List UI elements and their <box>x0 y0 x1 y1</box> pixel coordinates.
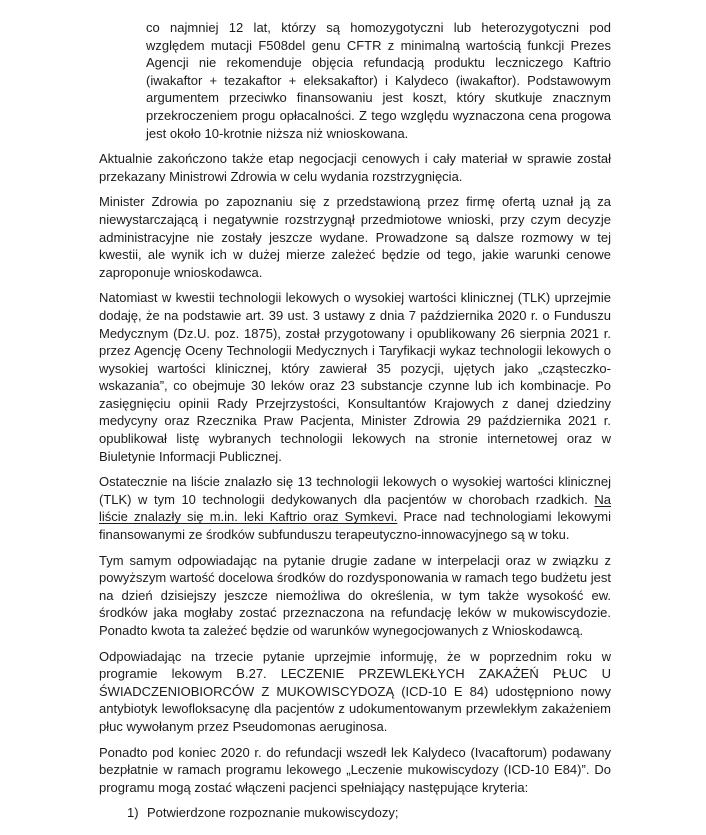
paragraph-kalydeco-program: Ponadto pod koniec 2020 r. do refundacji wszedł lek Kalydeco (Ivacaftorum) podawany bezpłatnie w ramach programu lekowego „Leczenie mukowiscydozy (ICD-10 E84)”. Do programu mogą zostać włączeni pacjenci spełniający następujące kryteria: <box>99 744 611 795</box>
paragraph-negotiations-status: Aktualnie zakończono także etap negocjacji cenowych i cały materiał w sprawie został przekazany Ministrowi Zdrowia w celu wydania rozstrzygnięcia. <box>99 151 611 184</box>
criteria-list-item-text: Potwierdzone rozpoznanie mukowiscydozy; <box>147 805 399 821</box>
final-list-run-underlined: Na liście znalazły się m.in. leki Kaftrio oraz Symkevi. <box>99 491 611 525</box>
paragraph-budget-answer: Tym samym odpowiadając na pytanie drugie zadane w interpelacji oraz w związku z powyższym wartość docelowa środków do rozdysponowania w ramach tego budżetu jest na dzień dzisiejszy jeszcze niemożliwa do określenia, w tym także wysokość ew. środków jaka mogłaby zostać przeznaczona na refundację leków w mukowiscydozie. Ponadto kwota ta zależeć będzie od warunków wynegocjowanych z Wnioskodawcą. <box>99 552 611 638</box>
paragraph-tlk-list: Natomiast w kwestii technologii lekowych o wysokiej wartości klinicznej (TLK) uprzejmie dodaję, że na podstawie art. 39 ust. 3 ustawy z dnia 7 października 2020 r. o Funduszu Medycznym (Dz.U. poz. 1875), został przygotowany i opublikowany 26 sierpnia 2021 r. przez Agencję Oceny Technologii Medycznych i Taryfikacji wykaz technologii lekowych o wysokiej wartości klinicznej, który zawierał 35 pozycji, ujętych jako „cząsteczko-wskazania”, co obejmuje 30 leków oraz 23 substancje czynne lub ich kombinacje. Po zasięgnięciu opinii Rady Przejrzystości, Konsultantów Krajowych z danej dziedziny medycyny oraz Rzecznika Praw Pacjenta, Minister Zdrowia 29 października 2021 r. opublikował listę wybranych technologii lekowych na stronie internetowej oraz w Biuletynie Informacji Publicznej. <box>99 290 611 464</box>
paragraph-minister-decision: Minister Zdrowia po zapoznaniu się z przedstawioną przez firmę ofertą uznał ją za niewystarczającą i negatywnie rozstrzygnął przedmiotowe wnioski, przy czym decyzje administracyjne nie zostały jeszcze wydane. Prowadzone są dalsze rozmowy w tej kwestii, ale wynik ich w dużej mierze zależeć będzie od tego, jakie warunki cenowe zaproponuje wnioskodawca. <box>99 194 611 280</box>
paragraph-third-question: Odpowiadając na trzecie pytanie uprzejmie informuję, że w poprzednim roku w programie lekowym B.27. LECZENIE PRZEWLEKŁYCH ZAKAŻEŃ PŁUC U ŚWIADCZENIOBIORCÓW Z MUKOWISCYDOZĄ (ICD-10 E 84) udostępniono nowy antybiotyk lewofloksacynę dla pacjentów z udokumentowanym przewlekłym zakażeniem płuc wywołanym przez Pseudomonas aeruginosa. <box>99 648 611 734</box>
document-content <box>99 19 611 822</box>
final-list-run-tail: Prace nad technologiami lekowymi finansowanymi ze środków subfunduszu terapeutyczno-innowacyjnego są w toku. <box>99 509 611 543</box>
criteria-list-item <box>127 804 611 822</box>
paragraph-final-list <box>99 473 611 543</box>
final-list-run-lead: Ostatecznie na liście znalazło się 13 technologii lekowych o wysokiej wartości klinicznej (TLK) w tym 10 technologii dedykowanych dla pacjentów w chorobach rzadkich. <box>99 474 611 507</box>
criteria-list-item-number: 1) <box>127 805 139 821</box>
paragraph-cftr-recommendation: co najmniej 12 lat, którzy są homozygotyczni lub heterozygotyczni pod względem mutacji F508del genu CFTR z minimalną wartością funkcji Prezes Agencji nie rekomenduje objęcia refundacją produktu leczniczego Kaftrio (iwakaftor + tezakaftor + eleksakaftor) i Kalydeco (iwakaftor). Podstawowym argumentem przeciwko finansowaniu jest koszt, który skutkuje znacznym przekroczeniem progu opłacalności. Z tego względu wyznaczona cena progowa jest około 10-krotnie niższa niż wnioskowana. <box>146 20 611 141</box>
